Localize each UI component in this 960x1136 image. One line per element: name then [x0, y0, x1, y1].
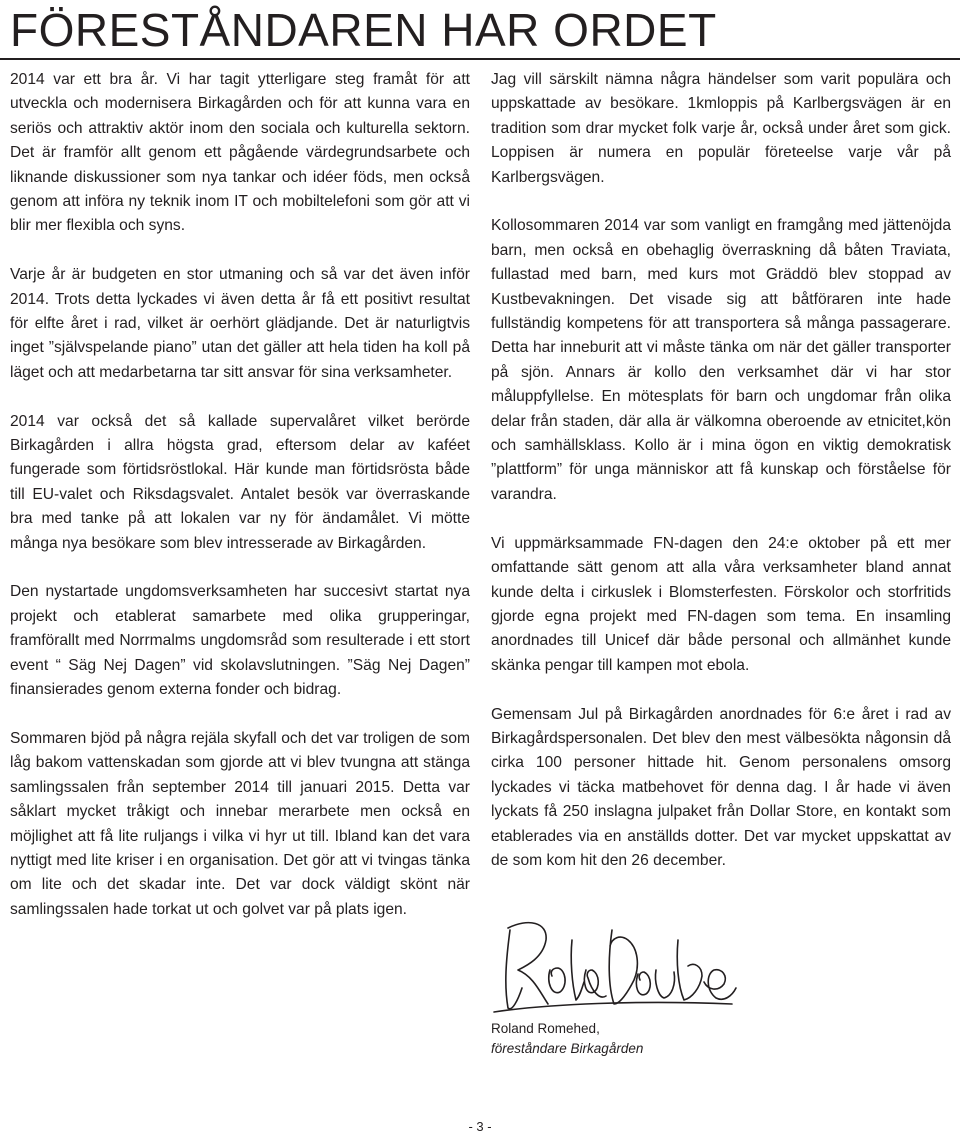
paragraph: 2014 var också det så kallade supervalåret vilket berörde Birkagården i allra högsta grad, eftersom delar av kaféet fungerade som förtidsröstlokal. Här kunde man förtidsrösta både till EU-valet och Riksdagsvalet. Antalet besök var överraskande bra med tanke på att lokalen var ny för ändamålet. Vi mötte många nya besökare som blev intresserade av Birkagården.	[10, 412, 470, 552]
paragraph: Jag vill särskilt nämna några händelser som varit populära och uppskattade av besökare. 1kmloppis på Karlbergsvägen är en tradition som drar mycket folk varje år, också under året som gick. Loppisen är numera en populär företeelse varje vår på Karlbergsvägen.	[491, 71, 951, 186]
paragraph: Sommaren bjöd på några rejäla skyfall och det var troligen de som låg bakom vattenskadan som gjorde att vi blev tvungna att stänga samlingssalen från september 2014 till januari 2015. Detta var såklart mycket tråkigt och innebar merarbete men också en möjlighet att få lite ruljangs i vilka vi hyr ut till. Ibland kan det vara nyttigt med lite kriser i en organisation. Det gör att vi tvingas tänka om lite och det skadar inte. Det var dock väldigt skönt när samlingssalen hade torkat ut och golvet var på plats igen.	[10, 729, 470, 918]
paragraph: 2014 var ett bra år. Vi har tagit ytterligare steg framåt för att utveckla och modernisera Birkagården och för att kunna vara en seriös och attraktiv aktör inom den sociala och kulturella sektorn. Det är framför allt genom ett pågående värdegrundsarbete och liknande diskussioner som nya tankar och idéer föds, men också genom att införa ny teknik inom IT och mobiltelefoni som gör att vi blir mer flexibla och syns.	[10, 71, 470, 235]
paragraph: Den nystartade ungdomsverksamheten har succesivt startat nya projekt och etablerat samarbete med olika grupperingar, framförallt med Norrmalms ungdomsråd som resulterade i ett stort event “ Säg Nej Dagen” vid skolavslutningen. ”Säg Nej Dagen” finansierades genom externa fonder och bidrag.	[10, 583, 470, 699]
signature-name: Roland Romehed,	[491, 1021, 600, 1036]
right-column	[491, 68, 951, 898]
paragraph: Vi uppmärksammade FN-dagen den 24:e oktober på ett mer omfattande sätt genom att alla våra verksamheter bland annat kunde delta i cirkuslek i Blomsterfesten. Förskolor och storfritids gjorde egna projekt med FN-dagen som tema. En insamling anordnades till Unicef där både personal och allmänhet kunde skänka pengar till kampen mot ebola.	[491, 534, 951, 674]
left-column	[10, 68, 470, 947]
signature-role: föreståndare Birkagården	[491, 1041, 644, 1056]
page-number: - 3 -	[468, 1119, 492, 1134]
paragraph: Kollosommaren 2014 var som vanligt en framgång med jättenöjda barn, men också en obehaglig överraskning då båten Traviata, fullastad med barn, med kurs mot Gräddö blev stoppad av Kustbevakningen. Det visade sig att båtföraren inte hade fullständig kompetens för att transportera så många passagerare. Detta har inneburit att vi måste tänka om när det gäller transporter på sjön. Annars är kollo den verksamhet där vi har stor måluppfyllelse. En mötesplats för barn och ungdomar från olika delar från staden, där alla är välkomna oberoende av etnicitet,kön och samhällsklass. Kollo är i mina ögon en viktig demokratisk ”plattform” för unga människor att få kunskap och förståelse för varandra.	[491, 217, 951, 503]
title-divider	[0, 58, 960, 60]
paragraph: Varje år är budgeten en stor utmaning och så var det även inför 2014. Trots detta lyckades vi även detta år få ett positivt resultat för elfte året i rad, vilket är oerhört glädjande. Det är naturligtvis inget ”självspelande piano” utan det gäller att hela tiden ha koll på läget och att medarbetarna tar sitt ansvar för sina verksamheter.	[10, 266, 470, 381]
handwritten-signature	[488, 900, 738, 1030]
paragraph: Gemensam Jul på Birkagården anordnades för 6:e året i rad av Birkagårdspersonalen. Det blev den mest välbesökta någonsin då cirka 100 personer hittade hit. Genom personalens omsorg lyckades vi täcka matbehovet för denna dag. I år hade vi även lyckats få 250 inslagna julpaket från Dollar Store, en kontakt som etablerades via en anställds dotter. Det var mycket uppskattat av de som kom hit den 26 december.	[491, 705, 951, 869]
page-title: FÖRESTÅNDAREN HAR ORDET	[10, 4, 717, 56]
